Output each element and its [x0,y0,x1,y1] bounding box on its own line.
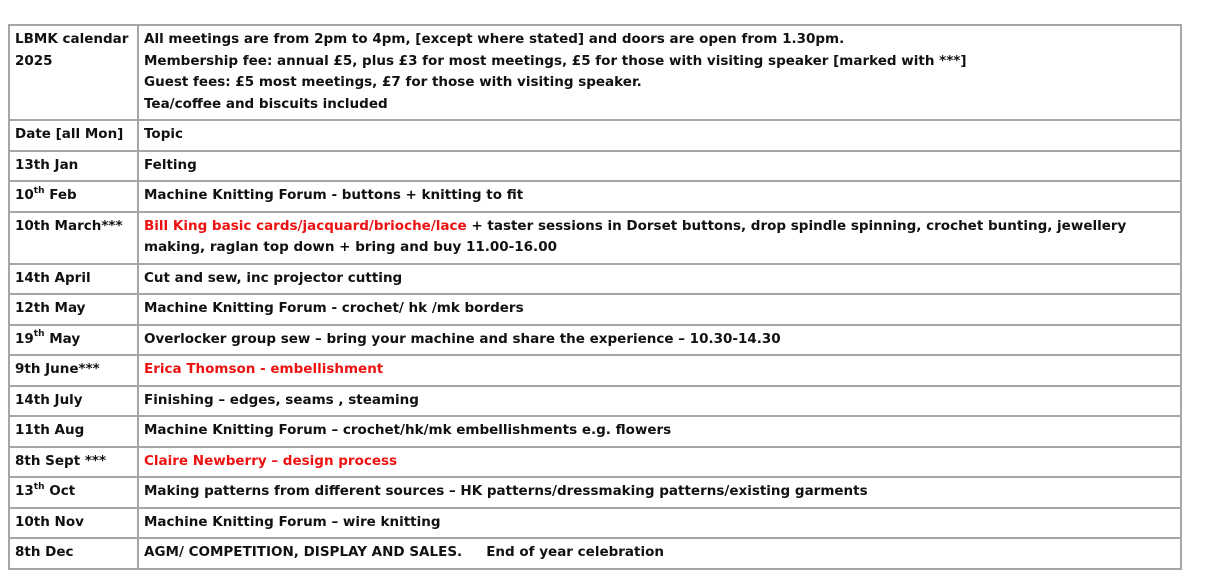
table-row [9,416,1181,447]
info-line: Membership fee: annual £5, plus £3 for most meetings, £5 for those with visiting speaker [marked with ***] [144,52,967,69]
topic-cell: Making patterns from different sources – HK patterns/dressmaking patterns/existing garments [138,477,1181,508]
header-row [9,25,1181,120]
table-row [9,508,1181,539]
table-row [9,264,1181,295]
date-cell: 8th Sept *** [9,447,138,478]
topic-cell: Finishing – edges, seams , steaming [138,386,1181,417]
table-row [9,386,1181,417]
topic-cell [138,538,1181,569]
speaker-topic: Bill King basic cards/jacquard/brioche/lace [144,217,467,234]
topic-column-header: Topic [138,120,1181,151]
table-row [9,151,1181,182]
topic-cell: Machine Knitting Forum - crochet/ hk /mk borders [138,294,1181,325]
calendar-year: 2025 [15,52,53,69]
topic-cell: Felting [138,151,1181,182]
table-row [9,355,1181,386]
info-line: All meetings are from 2pm to 4pm, [except where stated] and doors are open from 1.30pm. [144,31,845,47]
date-cell: 13th Jan [9,151,138,182]
topic-text: + taster sessions in Dorset buttons, drop spindle spinning, crochet bunting, jewellery making, raglan top down + bring and buy 11.00-16.00 [144,217,1127,255]
speaker-topic-cell: Erica Thomson - embellishment [138,355,1181,386]
date-cell: 10th Nov [9,508,138,539]
date-cell: 11th Aug [9,416,138,447]
info-line: Tea/coffee and biscuits included [144,95,388,112]
date-cell: 8th Dec [9,538,138,569]
table-row [9,325,1181,356]
date-cell: 12th May [9,294,138,325]
topic-cell: Machine Knitting Forum – wire knitting [138,508,1181,539]
topic-cell: Machine Knitting Forum - buttons + knitting to fit [138,181,1181,212]
topic-cell: Cut and sew, inc projector cutting [138,264,1181,295]
topic-cell: Overlocker group sew – bring your machine and share the experience – 10.30-14.30 [138,325,1181,356]
meeting-info-cell [138,25,1181,120]
table-row [9,212,1181,264]
table-row [9,477,1181,508]
date-cell: 14th July [9,386,138,417]
topic-cell: Machine Knitting Forum – crochet/hk/mk embellishments e.g. flowers [138,416,1181,447]
date-column-header: Date [all Mon] [9,120,138,151]
speaker-topic-cell: Claire Newberry – design process [138,447,1181,478]
date-cell: 19th May [9,325,138,356]
calendar-title: LBMK calendar [15,31,129,47]
date-cell: 10th Feb [9,181,138,212]
topic-extra-text: End of year celebration [486,544,664,560]
topic-text: AGM/ COMPETITION, DISPLAY AND SALES. [144,544,463,560]
date-cell: 10th March*** [9,212,138,264]
table-row [9,538,1181,569]
calendar-table [8,24,1182,570]
table-row [9,294,1181,325]
calendar-title-cell [9,25,138,120]
date-cell: 13th Oct [9,477,138,508]
table-row [9,181,1181,212]
date-cell: 14th April [9,264,138,295]
column-header-row [9,120,1181,151]
info-line: Guest fees: £5 most meetings, £7 for those with visiting speaker. [144,74,642,90]
date-cell: 9th June*** [9,355,138,386]
table-row [9,447,1181,478]
topic-cell [138,212,1181,264]
